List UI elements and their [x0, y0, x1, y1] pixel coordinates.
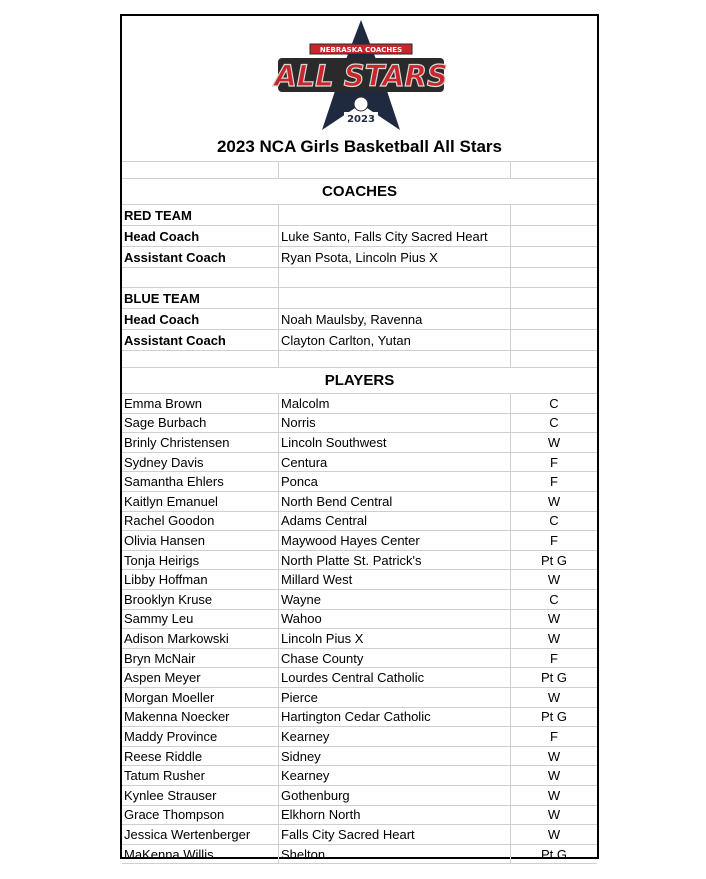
player-school: Ponca: [279, 472, 511, 491]
player-name: Adison Markowski: [122, 629, 279, 648]
player-position: Pt G: [540, 709, 567, 725]
player-name: Sammy Leu: [122, 610, 279, 629]
player-position: W: [547, 630, 561, 646]
blue-team-label: BLUE TEAM: [122, 288, 279, 308]
table-row: [122, 747, 597, 767]
table-row: [122, 453, 597, 473]
table-row: [122, 414, 597, 434]
player-position: Pt G: [540, 670, 567, 686]
table-row: [122, 492, 597, 512]
player-school: Chase County: [279, 649, 511, 668]
table-row: [122, 727, 597, 747]
player-position: W: [547, 493, 561, 509]
table-row: [122, 688, 597, 708]
player-name: Samantha Ehlers: [122, 472, 279, 491]
player-position: F: [550, 650, 558, 666]
player-school: North Bend Central: [279, 492, 511, 511]
red-assistant-coach: Ryan Psota, Lincoln Pius X: [279, 247, 511, 267]
table-row: [122, 512, 597, 532]
player-position: W: [547, 748, 561, 764]
assistant-coach-label: Assistant Coach: [122, 247, 279, 267]
blue-assistant-coach-row: [122, 330, 597, 351]
player-position: W: [547, 611, 561, 627]
player-school: Hartington Cedar Catholic: [279, 708, 511, 727]
table-row: [122, 845, 597, 865]
player-position: W: [547, 689, 561, 705]
player-school: Norris: [279, 414, 511, 433]
table-row: [122, 766, 597, 786]
player-school: Wayne: [279, 590, 511, 609]
coaches-heading-row: [122, 179, 597, 205]
head-coach-label: Head Coach: [122, 226, 279, 246]
player-position: F: [550, 532, 558, 548]
player-position: W: [547, 826, 561, 842]
player-name: Maddy Province: [122, 727, 279, 746]
player-school: Falls City Sacred Heart: [279, 825, 511, 844]
players-heading-row: [122, 368, 597, 394]
player-school: Gothenburg: [279, 786, 511, 805]
player-school: Wahoo: [279, 610, 511, 629]
player-school: Adams Central: [279, 512, 511, 531]
player-name: Brinly Christensen: [122, 433, 279, 452]
player-school: Lourdes Central Catholic: [279, 668, 511, 687]
player-school: Centura: [279, 453, 511, 472]
player-name: Reese Riddle: [122, 747, 279, 766]
table-row: [122, 472, 597, 492]
table-row: [122, 590, 597, 610]
player-name: Makenna Noecker: [122, 708, 279, 727]
player-name: Aspen Meyer: [122, 668, 279, 687]
player-position: C: [549, 591, 559, 607]
coaches-heading: COACHES: [321, 183, 397, 200]
red-assistant-coach-row: [122, 247, 597, 268]
assistant-coach-label: Assistant Coach: [122, 330, 279, 350]
player-school: Kearney: [279, 727, 511, 746]
player-school: Sidney: [279, 747, 511, 766]
player-school: Millard West: [279, 570, 511, 589]
table-row: [122, 708, 597, 728]
player-name: MaKenna Willis: [122, 845, 279, 864]
player-position: F: [550, 454, 558, 470]
player-position: W: [547, 434, 561, 450]
player-school: Kearney: [279, 766, 511, 785]
player-name: Morgan Moeller: [122, 688, 279, 707]
logo-banner-text: NEBRASKA COACHES: [319, 46, 403, 54]
table-row: [122, 394, 597, 414]
page-title: 2023 NCA Girls Basketball All Stars: [216, 136, 503, 156]
all-stars-logo: [272, 18, 450, 132]
table-row: [122, 531, 597, 551]
blue-team-row: [122, 288, 597, 309]
blue-head-coach: Noah Maulsby, Ravenna: [279, 309, 511, 329]
player-name: Jessica Wertenberger: [122, 825, 279, 844]
red-head-coach: Luke Santo, Falls City Sacred Heart: [279, 226, 511, 246]
player-school: Lincoln Southwest: [279, 433, 511, 452]
player-position: Pt G: [540, 846, 567, 862]
player-name: Kaitlyn Emanuel: [122, 492, 279, 511]
player-name: Emma Brown: [122, 394, 279, 413]
player-position: Pt G: [540, 552, 567, 568]
player-school: Pierce: [279, 688, 511, 707]
player-position: C: [549, 513, 559, 529]
red-head-coach-row: [122, 226, 597, 247]
player-school: Malcolm: [279, 394, 511, 413]
blue-assistant-coach: Clayton Carlton, Yutan: [279, 330, 511, 350]
table-row: [122, 610, 597, 630]
table-row: [122, 629, 597, 649]
player-position: W: [547, 807, 561, 823]
player-school: Elkhorn North: [279, 806, 511, 825]
player-position: W: [547, 768, 561, 784]
player-school: Maywood Hayes Center: [279, 531, 511, 550]
table-row: [122, 806, 597, 826]
basketball-icon: [354, 97, 368, 111]
table-row: [122, 668, 597, 688]
players-heading: PLAYERS: [324, 372, 395, 389]
table-row: [122, 570, 597, 590]
player-school: Lincoln Pius X: [279, 629, 511, 648]
table-row: [122, 551, 597, 571]
spacer-row: [122, 351, 597, 368]
spacer-row: [122, 162, 597, 179]
player-position: F: [550, 474, 558, 490]
logo-main-text: ALL STARS: [274, 59, 448, 93]
player-school: North Platte St. Patrick's: [279, 551, 511, 570]
table-row: [122, 825, 597, 845]
roster-sheet: [120, 14, 599, 862]
table-row: [122, 786, 597, 806]
player-name: Olivia Hansen: [122, 531, 279, 550]
player-name: Sage Burbach: [122, 414, 279, 433]
player-name: Kynlee Strauser: [122, 786, 279, 805]
table-row: [122, 649, 597, 669]
player-name: Tatum Rusher: [122, 766, 279, 785]
player-name: Bryn McNair: [122, 649, 279, 668]
red-team-row: [122, 205, 597, 226]
player-name: Brooklyn Kruse: [122, 590, 279, 609]
player-position: C: [549, 415, 559, 431]
player-position: W: [547, 572, 561, 588]
player-name: Rachel Goodon: [122, 512, 279, 531]
player-position: C: [549, 395, 559, 411]
head-coach-label: Head Coach: [122, 309, 279, 329]
blue-head-coach-row: [122, 309, 597, 330]
player-name: Grace Thompson: [122, 806, 279, 825]
player-position: W: [547, 787, 561, 803]
title-row: [122, 132, 597, 162]
player-position: F: [550, 728, 558, 744]
spacer-row: [122, 268, 597, 288]
player-name: Libby Hoffman: [122, 570, 279, 589]
red-team-label: RED TEAM: [122, 205, 279, 225]
player-name: Sydney Davis: [122, 453, 279, 472]
logo-year: 2023: [347, 114, 375, 125]
table-row: [122, 433, 597, 453]
player-school: Shelton: [279, 845, 511, 864]
player-name: Tonja Heirigs: [122, 551, 279, 570]
